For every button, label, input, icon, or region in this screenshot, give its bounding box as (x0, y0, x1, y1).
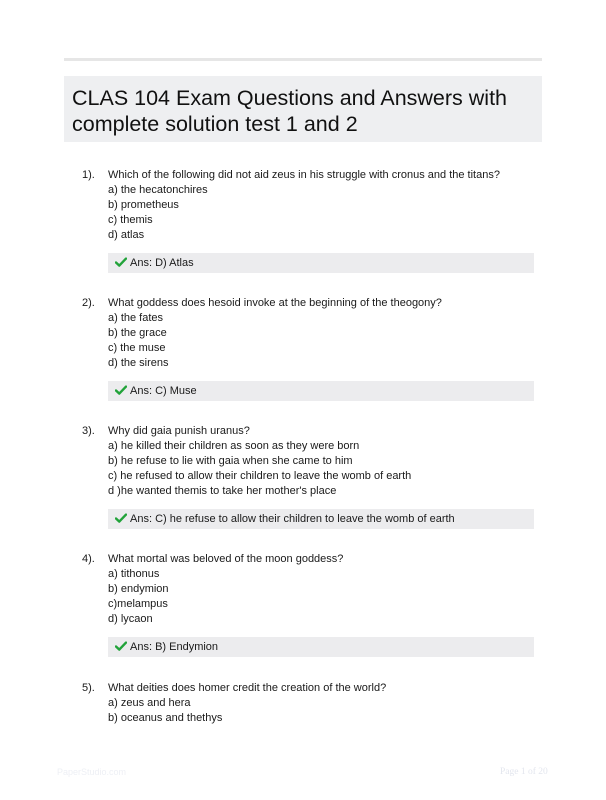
question-text: What deities does homer credit the creation of the world? (108, 682, 387, 694)
question-text: What mortal was beloved of the moon goddess? (108, 553, 344, 565)
option-d: d) atlas (108, 229, 145, 241)
option-b: b) prometheus (108, 199, 179, 211)
top-divider (64, 58, 542, 61)
question-text: Why did gaia punish uranus? (108, 425, 250, 437)
answer-box (108, 509, 534, 529)
checkmark-icon (115, 257, 127, 267)
page-number: Page 1 of 20 (500, 767, 548, 777)
option-a: a) he killed their children as soon as they were born (108, 440, 360, 452)
answer-text: Ans: C) he refuse to allow their children to leave the womb of earth (130, 513, 455, 525)
checkmark-icon (115, 641, 127, 651)
option-b: b) the grace (108, 327, 167, 339)
option-c: c) the muse (108, 342, 166, 354)
option-b: b) he refuse to lie with gaia when she came to him (108, 455, 353, 467)
question-number: 5). (82, 682, 95, 694)
question-number: 1). (82, 169, 95, 181)
checkmark-icon (115, 385, 127, 395)
checkmark-icon (115, 513, 127, 523)
option-c: c) themis (108, 214, 153, 226)
option-d: d )he wanted themis to take her mother's place (108, 485, 337, 497)
option-a: a) tithonus (108, 568, 160, 580)
option-a: a) zeus and hera (108, 697, 191, 709)
option-a: a) the hecatonchires (108, 184, 208, 196)
question-number: 3). (82, 425, 95, 437)
answer-text: Ans: D) Atlas (130, 257, 194, 269)
option-d: d) lycaon (108, 613, 153, 625)
option-c: c) he refused to allow their children to leave the womb of earth (108, 470, 412, 482)
answer-box (108, 253, 534, 273)
document-title: CLAS 104 Exam Questions and Answers with complete solution test 1 and 2 (72, 86, 507, 136)
question-number: 2). (82, 297, 95, 309)
question-text: What goddess does hesoid invoke at the beginning of the theogony? (108, 297, 442, 309)
answer-box (108, 381, 534, 401)
answer-text: Ans: C) Muse (130, 385, 197, 397)
footer-site-watermark: PaperStudio.com (57, 767, 127, 777)
option-b: b) oceanus and thethys (108, 712, 223, 724)
answer-box (108, 637, 534, 657)
question-number: 4). (82, 553, 95, 565)
option-b: b) endymion (108, 583, 169, 595)
option-c: c)melampus (108, 598, 168, 610)
option-a: a) the fates (108, 312, 164, 324)
question-text: Which of the following did not aid zeus in his struggle with cronus and the titans? (108, 169, 500, 181)
option-d: d) the sirens (108, 357, 169, 369)
answer-text: Ans: B) Endymion (130, 641, 219, 653)
document-title-box (64, 76, 542, 142)
